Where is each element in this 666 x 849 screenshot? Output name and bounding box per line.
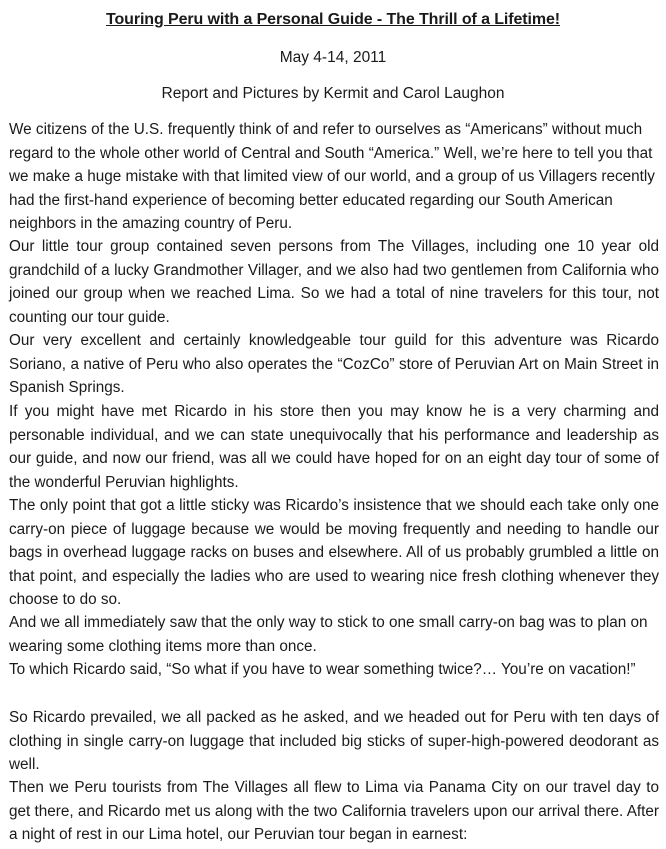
document-title: Touring Peru with a Personal Guide - The Thrill of a Lifetime! — [106, 11, 560, 28]
paragraph-1: We citizens of the U.S. frequently think of and refer to ourselves as “Americans” without much regard to the whole other world of Central and South “America.” Well, we’re here to tell you that we make a huge mistake with that limited view of our world, and a group of us Villagers recently had the first-hand experience of becoming better educated regarding our South American neighbors in the amazing country of Peru. — [9, 121, 655, 232]
paragraph-9: Then we Peru tourists from The Villages all flew to Lima via Panama City on our travel day to get there, and Ricardo met us along with the two California travelers upon our arrival there. After a night of rest in our Lima hotel, our Peruvian tour began in earnest: — [9, 779, 659, 843]
document-date: May 4-14, 2011 — [279, 49, 387, 66]
paragraph-7: To which Ricardo said, “So what if you have to wear something twice?… You’re on vacation!” — [9, 661, 636, 678]
paragraph-6: And we all immediately saw that the only way to stick to one small carry-on bag was to plan on wearing some clothing items more than once. — [9, 614, 648, 655]
paragraph-4: If you might have met Ricardo in his store then you may know he is a very charming and personable individual, and we can state unequivocally that his performance and leadership as our guide, and now our friend, was all we could have hoped for on an eight day tour of some of the wonderful Peruvian highlights. — [9, 403, 659, 491]
document-byline: Report and Pictures by Kermit and Carol Laughon — [161, 85, 505, 102]
paragraph-2: Our little tour group contained seven persons from The Villages, including one 10 year old grandchild of a lucky Grandmother Villager, and we also had two gentlemen from California who joined our group when we reached Lima. So we had a total of nine travelers for this tour, not counting our tour guide. — [9, 238, 659, 326]
paragraph-3: Our very excellent and certainly knowledgeable tour guild for this adventure was Ricardo Soriano, a native of Peru who also operates the “CozCo” store of Peruvian Art on Main Street in Spanish Springs. — [9, 332, 659, 396]
paragraph-5: The only point that got a little sticky was Ricardo’s insistence that we should each take only one carry-on piece of luggage because we would be moving frequently and needing to handle our bags in overhead luggage racks on buses and elsewhere. All of us probably grumbled a little on that point, and especially the ladies who are used to wearing nice fresh clothing whenever they choose to do so. — [9, 497, 659, 608]
paragraph-8: So Ricardo prevailed, we all packed as he asked, and we headed out for Peru with ten days of clothing in single carry-on luggage that included big sticks of super-high-powered deodorant as well. — [9, 709, 659, 773]
